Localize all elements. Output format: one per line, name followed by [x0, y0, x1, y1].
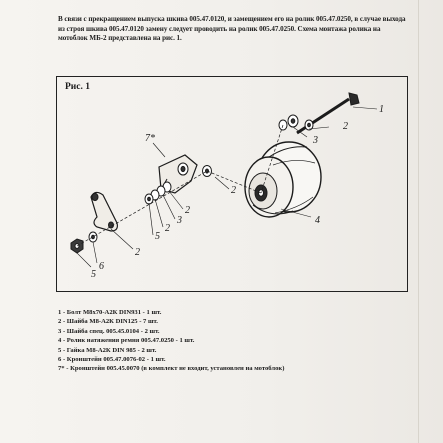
callout-2a: 2 [343, 121, 348, 132]
roller-part [245, 142, 321, 217]
legend-item: 2 - Шайба М8-А2К DIN125 - 7 шт. [58, 318, 158, 326]
callout-2c: 2 [185, 205, 190, 216]
legend-item: 3 - Шайба спец. 005.45.0104 - 2 шт. [58, 327, 160, 335]
assembly-figure [56, 76, 408, 292]
callout-leaders [77, 107, 377, 267]
legend-item: 1 - Болт М8х70-А2К DIN931 - 1 шт. [58, 309, 162, 316]
callout-7: 7* [145, 133, 155, 144]
callout-1: 1 [379, 104, 384, 115]
callout-4: 4 [315, 215, 320, 226]
intro-paragraph: В связи с прекращением выпуска шкива 005.47.0120, и замещением его на ролик 005.47.0250, в случае выхода из строя шкива 005.47.0120 замену следует проводить на ролик 005.47.0250. Схема монтажа ролика на мотоблок МБ-2 представлена на рис. 1. [58, 15, 406, 43]
callout-2b: 2 [231, 185, 236, 196]
page-fold-line [418, 0, 419, 443]
callout-5b: 5 [91, 269, 96, 280]
legend-item: 4 - Ролик натяжения ремня 005.47.0250 - 1 шт. [58, 337, 195, 345]
parts-legend [58, 308, 418, 374]
callout-5a: 5 [155, 231, 160, 242]
callout-2d: 2 [165, 223, 170, 234]
figure-label: Рис. 1 [65, 82, 90, 92]
assembly-drawing [57, 77, 409, 293]
legend-item: 5 - Гайка М8-А2К DIN 985 - 2 шт. [58, 346, 157, 354]
washer-stack-part [145, 182, 171, 204]
callout-3a: 3 [313, 135, 318, 146]
legend-item: 7* - Кронштейн 005.45.0070 (в комплект не входит, установлен на мотоблок) [58, 365, 285, 373]
callout-3b: 3 [177, 215, 182, 226]
washer-part [279, 115, 313, 130]
callout-2e: 2 [135, 247, 140, 258]
legend-item: 6 - Кронштейн 005.47.0076-02 - 1 шт. [58, 356, 166, 364]
callout-6: 6 [99, 261, 104, 272]
